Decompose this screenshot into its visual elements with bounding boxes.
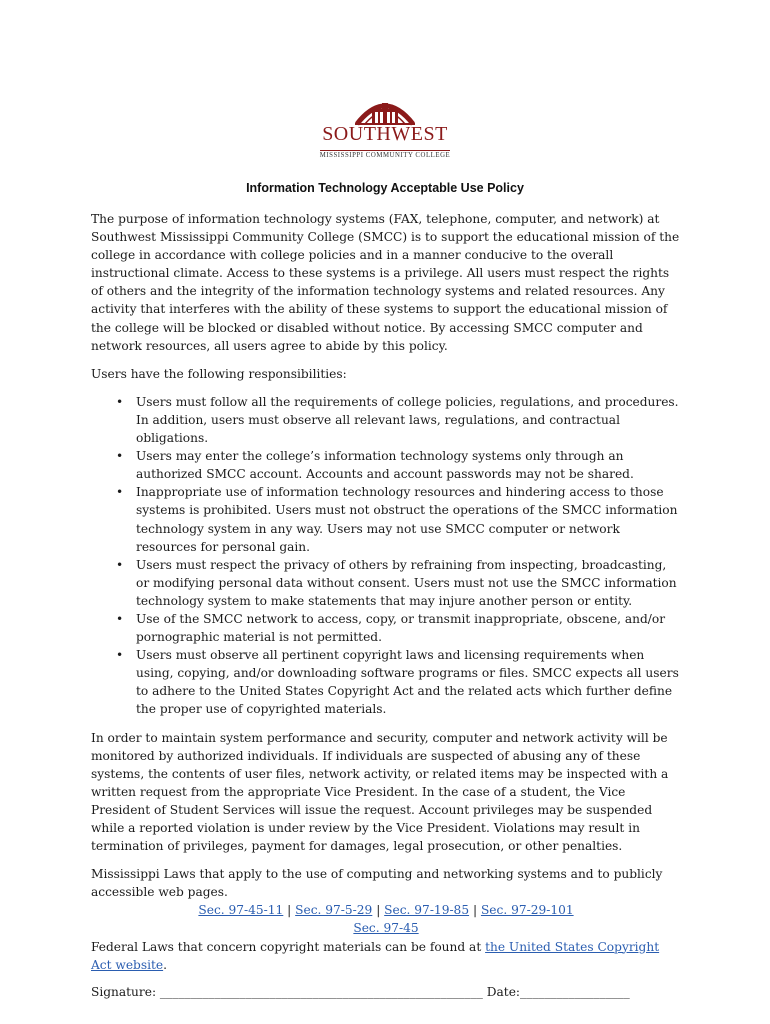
page-title: Information Technology Acceptable Use Policy [246,181,524,195]
link-separator: | [287,903,292,918]
law-link-97-45-11[interactable]: Sec. 97-45-11 [198,903,284,918]
copyright-act-link[interactable]: the United States Copyright Act website [91,939,660,972]
monitoring-paragraph: In order to maintain system performance and security, computer and network activity will be monitored by authorized individuals. If individuals are suspected of abusing any of these systems, the contents of user files, network activity, or related items may be inspected with a written request from the appropriate Vice President. In the case of a student, the Vice President of Student Services will issue the request. Account privileges may be suspended while a reported violation is under review by the Vice President. Violations may result in termination of privileges, payment for damages, legal prosecution, or other penalties. [91,730,669,854]
bullet-icon: • [116,485,124,500]
signature-line[interactable]: Signature: _____________________________________________________ Date:__________________ [91,984,630,999]
bullet-icon: • [116,648,124,663]
bullet-icon: • [116,557,124,572]
responsibilities-list [91,393,681,719]
college-logo [318,92,452,160]
link-separator: | [376,903,381,918]
law-link-97-5-29[interactable]: Sec. 97-5-29 [295,903,373,918]
responsibilities-heading: Users have the following responsibilities: [91,366,347,381]
logo-subtitle: MISSISSIPPI COMMUNITY COLLEGE [319,152,451,159]
list-item: • Users must follow all the requirements of college policies, regulations, and procedures. In addition, users must observe all relevant laws, regulations, and contractual obligations. [116,394,679,446]
list-item: • Inappropriate use of information technology resources and hindering access to those systems is prohibited. Users must not obstruct the operations of the SMCC information technology system in any way. Users may not use SMCC computer or network resources for personal gain. [116,485,678,554]
bullet-icon: • [116,394,124,409]
document-body [91,210,681,1001]
law-link-97-19-85[interactable]: Sec. 97-19-85 [384,903,470,918]
bullet-icon: • [116,449,124,464]
law-link-97-29-101[interactable]: Sec. 97-29-101 [480,903,574,918]
list-item: • Users may enter the college’s information technology systems only through an authorized SMCC account. Accounts and account passwords may not be shared. [116,449,634,482]
intro-paragraph: The purpose of information technology systems (FAX, telephone, computer, and network) at Southwest Mississippi Community College (SMCC) is to support the educational mission of the college in accordance with college policies and in a manner conducive to the overall instructional climate. Access to these systems is a privilege. All users must respect the rights of others and the integrity of the information technology systems and related resources. Any activity that interferes with the ability of these systems to support the educational mission of the college will be blocked or disabled without notice. By accessing SMCC computer and network resources, all users agree to abide by this policy. [91,212,680,353]
law-link-97-45[interactable]: Sec. 97-45 [353,921,419,936]
link-separator: | [472,903,478,918]
mississippi-laws-text: Mississippi Laws that apply to the use of computing and networking systems and to publicly accessible web pages. [91,867,663,900]
list-item: • Users must respect the privacy of others by refraining from inspecting, broadcasting, or modifying personal data without consent. Users must not use the SMCC information technology system to make statements that may injure another person or entity. [116,557,677,608]
list-item: • Users must observe all pertinent copyright laws and licensing requirements when using, copying, and/or downloading software programs or files. SMCC expects all users to adhere to the United States Copyright Act and the related acts which further define the proper use of copyrighted materials. [116,648,679,717]
college-building-arch-icon [353,92,417,126]
bullet-icon: • [116,611,124,626]
law-links [91,901,681,937]
list-item: • Use of the SMCC network to access, copy, or transmit inappropriate, obscene, and/or pornographic material is not permitted. [116,611,666,645]
logo-name: SOUTHWEST [322,123,448,145]
federal-laws-text: Federal Laws that concern copyright materials can be found at the United States Copyright Act website. [91,939,660,972]
